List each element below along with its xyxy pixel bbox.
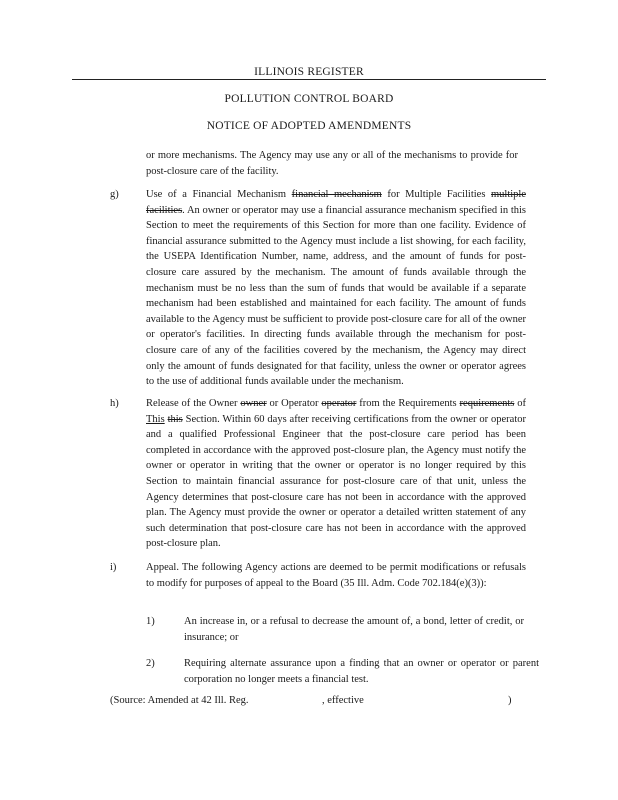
section-g-text: for Multiple Facilities	[381, 189, 491, 200]
deleted-text: multiple facilities	[146, 189, 526, 216]
section-h-marker: h)	[110, 398, 119, 409]
item-2-marker: 2)	[146, 658, 155, 669]
item-2-text: Requiring alternate assurance upon a finding that an owner or operator or parent corporation no longer meets a financial test.	[184, 658, 539, 685]
section-i-paragraph: Appeal. The following Agency actions are deemed to be permit modifications or refusals to modify for purposes of appeal to the Board (35 Ill. Adm. Code 702.184(e)(3)):	[146, 562, 526, 589]
notice-title: NOTICE OF ADOPTED AMENDMENTS	[206, 120, 412, 132]
register-title: ILLINOIS REGISTER	[254, 66, 364, 78]
board-title: POLLUTION CONTROL BOARD	[224, 93, 394, 105]
inserted-text: This	[146, 413, 165, 425]
deleted-text: financial mechanism	[291, 189, 382, 200]
section-i-marker: i)	[110, 562, 117, 573]
deleted-text: operator	[321, 398, 357, 409]
header-rule	[72, 79, 546, 80]
section-h-text: of	[514, 398, 527, 409]
section-h-text: Section. Within 60 days after receiving certifications from the owner or operator and a qualified Professional Engineer that the post-closure care period has been completed in accordance with the approved post-closure plan, the Agency must notify the owner or operator in writing that the owner or operator is no longer required by this Section to maintain financial assurance for post-closure care of that unit, unless the Agency determines that post-closure care has not been in accordance with the approved plan. The Agency must provide the owner or operator a detailed written statement of any such determination that post-closure care has not been in accordance with the approved post-closure plan.	[146, 413, 527, 550]
deleted-text: requirements	[459, 398, 515, 409]
deleted-text: this	[167, 413, 183, 425]
source-note-open: (Source: Amended at 42 Ill. Reg.	[110, 695, 249, 706]
item-1-text: An increase in, or a refusal to decrease the amount of, a bond, letter of credit, or insurance; or	[184, 616, 524, 643]
section-h-text: or Operator	[266, 398, 322, 409]
section-h-text: from the Requirements	[356, 398, 460, 409]
section-g-text: . An owner or operator may use a financial assurance mechanism specified in this Section to meet the requirements of this Section for more than one facility. Evidence of financial assurance submitted to the Agency must include a list showing, for each facility, the USEPA Identification Number, name, address, and the amount of funds for post-closure care assured by the mechanism. The amount of funds available through the mechanism must be no less than the sum of funds that would be available if a separate mechanism had been established and maintained for each facility. The amount of funds available to the Agency must be sufficient to provide post-closure care for all of the owner or operator's facilities. In directing funds available through the mechanism for post-closure care of any of the facilities covered by the mechanism, the Agency may direct only the amount of funds designated for that facility, unless the owner or operator agrees to the use of additional funds available under the mechanism.	[146, 204, 526, 388]
source-note-effective: , effective	[322, 695, 364, 706]
deleted-text: owner	[240, 398, 267, 409]
section-g-paragraph	[146, 187, 526, 390]
source-note-close: )	[508, 695, 512, 706]
intro-paragraph: or more mechanisms. The Agency may use any or all of the mechanisms to provide for post-closure care of the facility.	[146, 150, 518, 177]
section-h-text: Release of the Owner	[146, 398, 241, 409]
section-g-text: Use of a Financial Mechanism	[146, 189, 292, 200]
section-g-marker: g)	[110, 189, 119, 200]
item-1-marker: 1)	[146, 616, 155, 627]
section-h-paragraph	[146, 396, 526, 552]
